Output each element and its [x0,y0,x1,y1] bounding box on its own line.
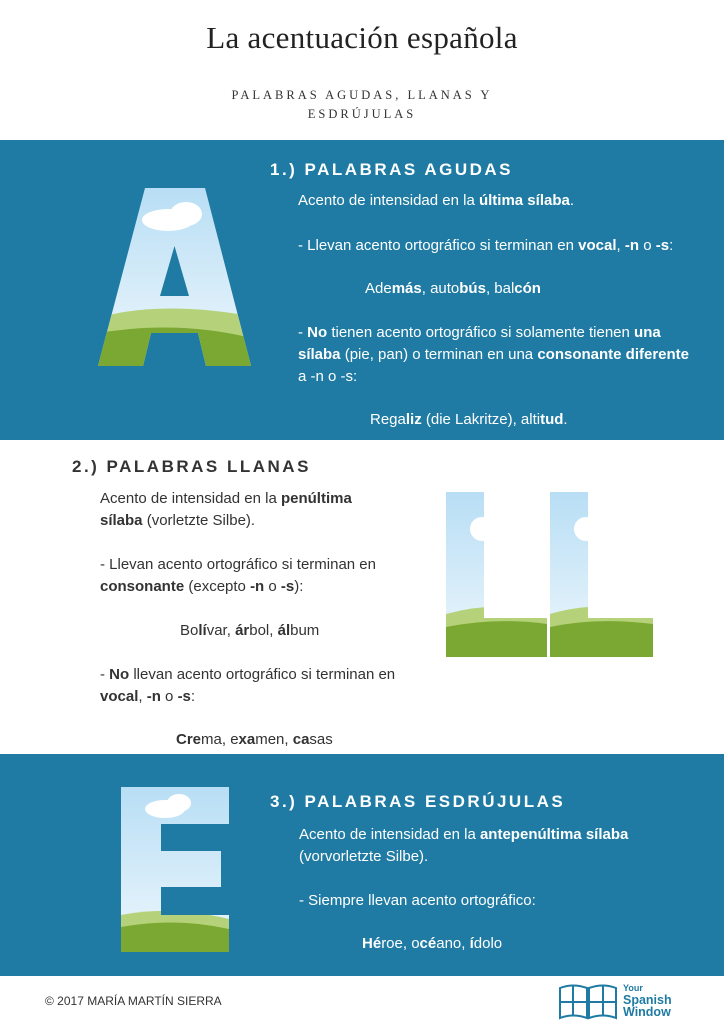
bold-text: -s [280,578,295,595]
bold-text: í [469,935,474,952]
paragraph [100,488,390,532]
text-run: . [563,411,568,428]
bold-text: cé [419,935,437,952]
text-run: , [138,688,147,705]
text-run: ano, [436,935,470,952]
text-run: (vorletzte Silbe). [142,512,256,529]
logo-line: Spanish [623,993,672,1007]
section-agudas [0,140,724,440]
bold-text: consonante diferente [537,346,690,363]
text-run: o [639,237,656,254]
paragraph [100,554,410,598]
bold-text: una sílaba [298,324,661,363]
paragraph [100,664,410,708]
bold-text: más [391,280,422,297]
copyright: © 2017 MARÍA MARTÍN SIERRA [45,994,222,1008]
examples [362,933,622,955]
examples [365,278,665,300]
paragraph [299,890,679,912]
text-run: - [298,324,308,341]
examples [180,620,400,642]
text-run: : [190,688,196,705]
bold-text: -s [655,237,670,254]
text-run: o [264,578,281,595]
paragraph [298,235,708,257]
text-run: , [616,237,625,254]
text-run: ma, e [201,731,239,748]
bold-text: consonante [100,578,185,595]
bold-text: ca [292,731,310,748]
examples [176,729,396,751]
text-run: (excepto [184,578,251,595]
bold-text: vocal [100,688,139,705]
page-title: La acentuación española [206,20,518,55]
bold-text: -n [624,237,640,254]
text-run: a -n o -s: [298,368,358,385]
text-run: var, [206,622,236,639]
letter-a-graphic [98,188,251,366]
text-run: Bo [180,622,199,639]
bold-text: última sílaba [478,192,570,209]
section-heading: 2.) PALABRAS LLANAS [72,457,311,476]
bold-text: lí [198,622,207,639]
text-run: Acento de intensidad en la [299,826,480,843]
bold-text: -s [177,688,191,705]
logo-line: Your [623,983,643,993]
letter-e-graphic [121,787,229,952]
text-run: , auto [421,280,460,297]
bold-text: -n [250,578,265,595]
text-run: o [160,688,178,705]
text-run: Acento de intensidad en la [298,192,479,209]
text-run: - [100,666,110,683]
text-run: ): [294,578,304,595]
bold-text: bús [459,280,486,297]
bold-text: liz [405,411,422,428]
text-run: bum [290,622,320,639]
text-run: roe, o [381,935,420,952]
bold-text: cón [514,280,541,297]
section-esdrujulas [0,754,724,976]
text-run: (vorvorletzte Silbe). [299,848,429,865]
text-run: , bal [485,280,515,297]
bold-text: ár [235,622,250,639]
text-run: - Siempre llevan acento ortográfico: [299,892,536,909]
text-run: (die Lakritze), alti [421,411,541,428]
bold-text: Hé [362,935,382,952]
text-run: . [569,192,575,209]
your-spanish-window-logo[interactable] [557,980,697,1020]
bold-text: No [109,666,130,683]
bold-text: No [307,324,328,341]
bold-text: tud [540,411,564,428]
bold-text: antepenúltima sílaba [479,826,629,843]
bold-text: -n [146,688,161,705]
page-subtitle: PALABRAS AGUDAS, LLANAS Y ESDRÚJULAS [231,88,493,121]
bold-text: Cre [176,731,202,748]
text-run: sas [309,731,333,748]
open-book-window-icon [557,982,619,1020]
text-run: Rega [370,411,406,428]
text-run: men, [255,731,293,748]
text-run: dolo [473,935,503,952]
text-run: - Llevan acento ortográfico si terminan en [100,556,376,573]
section-llanas [0,440,724,754]
text-run: : [669,237,674,254]
paragraph [298,190,698,212]
section-heading: 3.) PALABRAS ESDRÚJULAS [270,792,566,811]
bold-text: vocal [578,237,617,254]
bold-text: penúltima sílaba [100,490,352,529]
paragraph [298,322,693,388]
text-run: Ade [365,280,392,297]
section-heading: 1.) PALABRAS AGUDAS [270,160,514,179]
bold-text: ál [277,622,291,639]
paragraph [299,824,679,868]
text-run: Acento de intensidad en la [100,490,281,507]
text-run: - Llevan acento ortográfico si terminan en [298,237,579,254]
text-run: bol, [249,622,278,639]
examples [370,409,690,431]
text-run: tienen acento ortográfico si solamente tienen [327,324,635,341]
text-run: (pie, pan) o terminan en una [340,346,538,363]
letters-ll-graphic [446,492,653,657]
text-run: llevan acento ortográfico si terminan en [129,666,396,683]
bold-text: xa [238,731,256,748]
logo-line: Window [623,1005,671,1019]
